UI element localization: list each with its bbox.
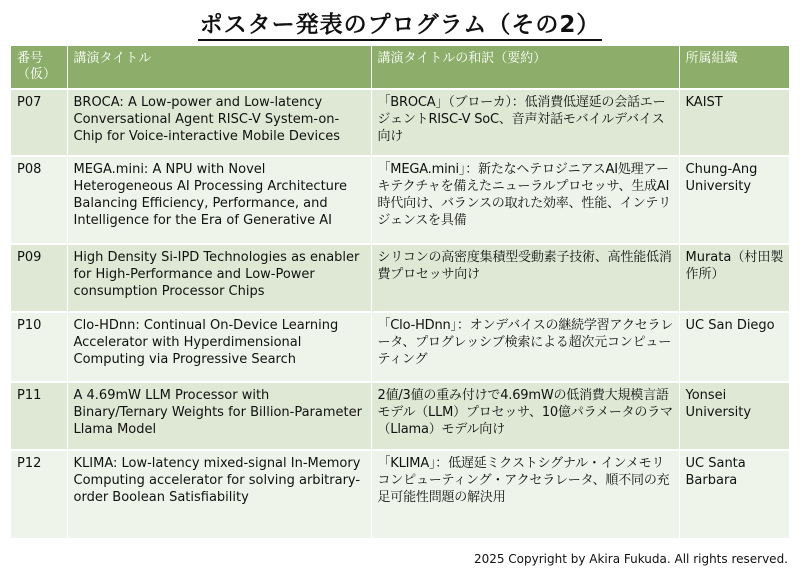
header-translation: 講演タイトルの和訳（要約） <box>371 46 679 89</box>
cell-number: P10 <box>11 312 67 382</box>
table-row <box>11 450 789 538</box>
cell-title: High Density Si-IPD Technologies as enabler for High-Performance and Low-Power consumption Processor Chips <box>67 244 371 312</box>
cell-organization: Yonsei University <box>679 382 789 450</box>
table-row <box>11 312 789 382</box>
cell-number: P08 <box>11 156 67 244</box>
cell-organization: UC San Diego <box>679 312 789 382</box>
cell-organization: KAIST <box>679 89 789 156</box>
header-title: 講演タイトル <box>67 46 371 89</box>
cell-title: A 4.69mW LLM Processor with Binary/Ternary Weights for Billion-Parameter Llama Model <box>67 382 371 450</box>
cell-title: Clo-HDnn: Continual On-Device Learning Accelerator with Hyperdimensional Computing via Progressive Search <box>67 312 371 382</box>
cell-organization: UC Santa Barbara <box>679 450 789 538</box>
table-row <box>11 89 789 156</box>
header-number: 番号（仮） <box>11 46 67 89</box>
page-title <box>0 6 800 39</box>
cell-title: KLIMA: Low-latency mixed-signal In-Memory Computing accelerator for solving arbitrary-order Boolean Satisfiability <box>67 450 371 538</box>
cell-number: P07 <box>11 89 67 156</box>
cell-translation: 「MEGA.mini」：新たなヘテロジニアスAI処理アーキテクチャを備えたニューラルプロセッサ、生成AI時代向け、バランスの取れた効率、性能、インテリジェンスを具備 <box>371 156 679 244</box>
cell-translation: 「Clo-HDnn」：オンデバイスの継続学習アクセラレータ、プログレッシブ検索による超次元コンピューティング <box>371 312 679 382</box>
table-row <box>11 244 789 312</box>
cell-title: MEGA.mini: A NPU with Novel Heterogeneous AI Processing Architecture Balancing Efficiency, Performance, and Intelligence for the Era of Generative AI <box>67 156 371 244</box>
header-organization: 所属組織 <box>679 46 789 89</box>
cell-number: P09 <box>11 244 67 312</box>
copyright-footer: 2025 Copyright by Akira Fukuda. All rights reserved. <box>473 552 788 566</box>
cell-translation: シリコンの高密度集積型受動素子技術、高性能低消費プロセッサ向け <box>371 244 679 312</box>
cell-organization: Murata（村田製作所） <box>679 244 789 312</box>
table-header-row <box>11 46 789 89</box>
table-row <box>11 156 789 244</box>
cell-translation: 「BROCA」（ブローカ）：低消費低遅延の会話エージェントRISC-V SoC、音声対話モバイルデバイス向け <box>371 89 679 156</box>
cell-number: P12 <box>11 450 67 538</box>
poster-program-table <box>11 46 790 538</box>
cell-title: BROCA: A Low-power and Low-latency Conversational Agent RISC-V System-on-Chip for Voice-interactive Mobile Devices <box>67 89 371 156</box>
page-title-text: ポスター発表のプログラム（その2） <box>198 12 603 41</box>
cell-translation: 「KLIMA」：低遅延ミクストシグナル・インメモリコンピューティング・アクセラレータ、順不同の充足可能性問題の解決用 <box>371 450 679 538</box>
cell-translation: 2値/3値の重み付けで4.69mWの低消費大規模言語モデル（LLM）プロセッサ、10億パラメータのラマ（Llama）モデル向け <box>371 382 679 450</box>
cell-number: P11 <box>11 382 67 450</box>
table-row <box>11 382 789 450</box>
cell-organization: Chung-Ang University <box>679 156 789 244</box>
